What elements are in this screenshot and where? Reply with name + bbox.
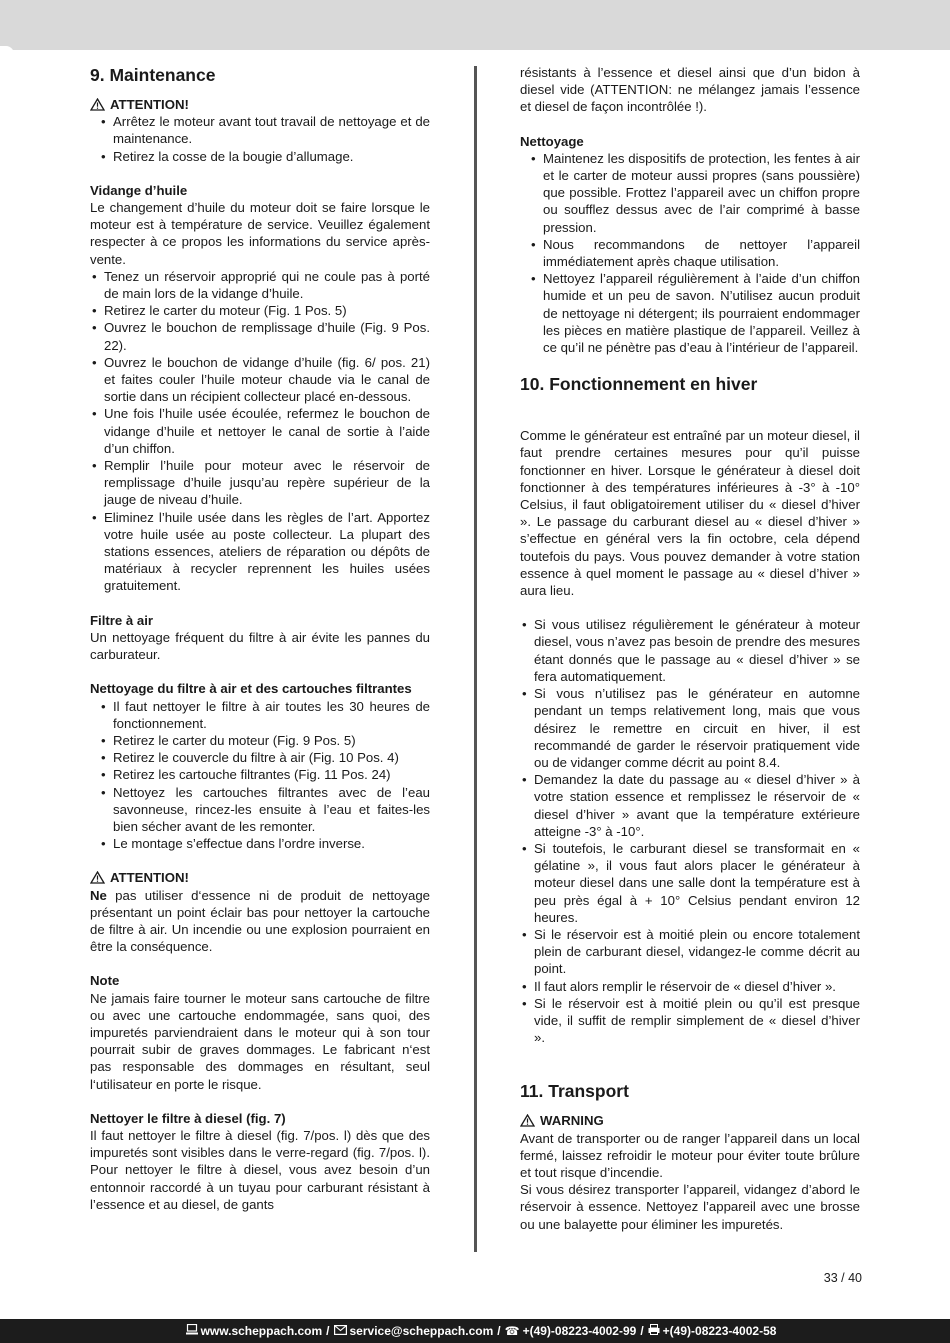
warning-triangle-icon (90, 871, 105, 884)
subsection-title-oil: Vidange d’huile (90, 182, 188, 198)
list-item: • Ouvrez le bouchon de remplissage d’huile (Fig. 9 Pos. 22). (90, 319, 430, 353)
list-item: • Demandez la date du passage au « diesel d’hiver » à votre station essence et remplissez le réservoir de « diesel d’hiver » avant que la température extérieure atteigne -3° à -10°. (520, 771, 860, 840)
fax-icon (648, 1324, 660, 1338)
column-divider (474, 66, 477, 1252)
warning-triangle-icon (90, 98, 105, 111)
list-item: • Eliminez l’huile usée dans les règles de l’art. Apportez votre huile usée au poste collecteur. La plupart des stations essences, ateliers de réparation ou dépôts de matériaux à recycler reprennent les huiles usées gratuitement. (90, 509, 430, 595)
list-item: • Retirez le carter du moteur (Fig. 1 Pos. 5) (90, 302, 430, 319)
list-item: • Maintenez les dispositifs de protection, les fentes à air et le carter de moteur aussi propres (sans poussière) que possible. Frottez l’appareil avec un chiffon propre ou soufflez dessus avec de l’air comprimé à basse pression. (529, 150, 860, 236)
subsection-title-note: Note (90, 973, 120, 989)
paragraph: Si vous désirez transporter l’appareil, vidangez d’abord le réservoir à essence. Nettoyez l’appareil avec une brosse ou une balayette pour éliminer les impuretés. (520, 1182, 860, 1232)
footer-bar: www.scheppach.com / service@scheppach.com / ☎ +(49)-08223-4002-99 / +(49)-08223-4002-58 (0, 1319, 950, 1343)
telephone-icon: ☎ (504, 1324, 520, 1338)
right-column (520, 64, 860, 1233)
list-item: • Il faut nettoyer le filtre à air toutes les 30 heures de fonctionnement. (99, 698, 430, 732)
subsection-title-diesel-filter: Nettoyer le filtre à diesel (fig. 7) (90, 1110, 286, 1126)
subsection-title-air-filter: Filtre à air (90, 612, 154, 628)
list-item: • Le montage s’effectue dans l’ordre inverse. (99, 835, 430, 852)
top-header-band (0, 0, 950, 50)
list-item: • Si toutefois, le carburant diesel se transformait en « gélatine », il vous faut alors placer le générateur à moteur diesel dans une salle dont la température est à peu près égal à + 10° Celsius pendant environ 12 heures. (520, 840, 860, 926)
left-column (90, 64, 430, 1213)
section-title-maintenance: 9. Maintenance (90, 65, 216, 85)
list-item: • Si vous utilisez régulièrement le générateur à moteur diesel, vous n’avez pas besoin de prendre des mesures étant donnés que le passage au « diesel d’hiver » se fera automatiquement. (520, 616, 860, 685)
attention-text: pas utiliser d‘essence ni de produit de nettoyage présentant un point éclair bas pour nettoyer la cartouche de filtre à air. Un incendie ou une explosion pourraient en être la conséquence. (90, 887, 430, 955)
warning-label: WARNING (540, 1113, 604, 1129)
paragraph: Avant de transporter ou de ranger l’appareil dans un local fermé, laissez refroidir le moteur pour éviter toute brûlure et tout risque d’incendie. (520, 1130, 860, 1180)
section-title-winter: 10. Fonctionnement en hiver (520, 374, 758, 395)
envelope-icon (334, 1324, 347, 1338)
attention-label: ATTENTION! (110, 97, 189, 112)
oil-list (90, 268, 430, 595)
attention-heading (90, 96, 430, 113)
list-item: • Si le réservoir est à moitié plein ou qu’il est presque vide, il suffit de remplir simplement de « diesel d’hiver ». (520, 995, 860, 1047)
list-item: • Nous recommandons de nettoyer l’appareil immédiatement après chaque utilisation. (529, 236, 860, 270)
list-item: • Ouvrez le bouchon de vidange d’huile (fig. 6/ pos. 21) et faites couler l’huile moteur chaude via le canal de sortie dans un récipient collecteur placé en-dessous. (90, 354, 430, 406)
paragraph: Il faut nettoyer le filtre à diesel (fig. 7/pos. l) dès que des impuretés sont visibles dans le verre-regard (fig. 7/pos. l). Pour nettoyer le filtre à diesel, vous avez besoin d’un entonnoir raccordé à un tuyau pour carburant résistant à l’essence et au diesel, de gants (90, 1127, 430, 1212)
list-item: • Retirez la cosse de la bougie d’allumage. (99, 148, 430, 165)
paragraph: Ne jamais faire tourner le moteur sans cartouche de filtre ou avec une cartouche endommagée, sans quoi, des impuretés parviendraient dans le moteur qui à son tour pourrait subir de graves dommages. Le fabricant n‘est pas responsable des dommages en résultant, seul l‘utilisateur en porte le risque. (90, 990, 430, 1092)
attention-label: ATTENTION! (110, 870, 189, 886)
list-item: • Nettoyez les cartouches filtrantes avec de l’eau savonneuse, rincez-les ensuite à l’eau et faites-les bien sécher avant de les remonter. (99, 784, 430, 836)
list-item: • Retirez le couvercle du filtre à air (Fig. 10 Pos. 4) (99, 749, 430, 766)
section-title-transport: 11. Transport (520, 1081, 629, 1102)
attention-heading (90, 869, 430, 886)
paragraph: Le changement d’huile du moteur doit se faire lorsque le moteur est à température de service. Veuillez également respecter à ce propos les informations du service après-vente. (90, 200, 430, 267)
bold-word: Ne (90, 887, 107, 903)
list-item: • Nettoyez l’appareil régulièrement à l’aide d’un chiffon humide et un peu de savon. N’utilisez aucun produit de nettoyage ni détergent; ils pourraient endommager les pièces en matière plastique de l’appareil. Veillez à ce qu’il ne pénètre pas d’eau à l’intérieur de l’appareil. (529, 270, 860, 356)
list-item: • Arrêtez le moteur avant tout travail de nettoyage et de maintenance. (99, 113, 430, 147)
footer-fax: +(49)-08223-4002-58 (662, 1324, 777, 1338)
list-item: • Tenez un réservoir approprié qui ne coule pas à porté de main lors de la vidange d’huile. (90, 268, 430, 302)
list-item: • Si le réservoir est à moitié plein ou encore totalement plein de carburant diesel, vidangez-le comme décrit au point. (520, 926, 860, 978)
filter-cleaning-list (90, 698, 430, 853)
attention-list (90, 113, 430, 165)
list-item: • Il faut alors remplir le réservoir de « diesel d’hiver ». (520, 978, 860, 995)
list-item: • Retirez les cartouche filtrantes (Fig. 11 Pos. 24) (99, 766, 430, 783)
list-item: • Retirez le carter du moteur (Fig. 9 Pos. 5) (99, 732, 430, 749)
subsection-title-filter-cleaning: Nettoyage du filtre à air et des cartouches filtrantes (90, 681, 412, 697)
list-item: • Une fois l’huile usée écoulée, refermez le bouchon de vidange d’huile et nettoyer le canal de sortie à l’aide d’un chiffon. (90, 405, 430, 457)
footer-email-link[interactable]: service@scheppach.com (349, 1324, 494, 1338)
winter-list (520, 616, 860, 1046)
list-item: • Remplir l’huile pour moteur avec le réservoir de remplissage d’huile jusqu’au repère supérieur de la jauge de niveau d’huile. (90, 457, 430, 509)
warning-triangle-icon (520, 1114, 535, 1127)
paragraph (90, 887, 430, 956)
list-item: • Si vous n’utilisez pas le générateur en automne pendant un temps relativement long, mais que vous désirez le remettre en circuit en hiver, il est recommandé de garder le réservoir pratiquement vide ou de vidanger comme décrit au point 8.4. (520, 685, 860, 771)
subsection-title-cleaning: Nettoyage (520, 133, 584, 149)
computer-icon (186, 1324, 198, 1338)
page-number: 33 / 40 (823, 1271, 862, 1285)
footer-website-link[interactable]: www.scheppach.com (200, 1324, 323, 1338)
paragraph: Comme le générateur est entraîné par un moteur diesel, il faut prendre certaines mesures pour qu’il puisse fonctionner en hiver. Lorsque le générateur à diesel doit fonctionner à des températures inférieures à -3° à -10° Celsius, il faut obligatoirement utiliser du « diesel d’hiver ». Le passage du carburant diesel au « diesel d’hiver » s’effectue en général vers la fin octobre, cela dépend toutefois du pays. Vous pouvez demander à votre station essence à quel moment le passage au « diesel d’hiver » aura lieu. (520, 428, 860, 599)
cleaning-list (520, 150, 860, 356)
paragraph: résistants à l’essence et diesel ainsi que d’un bidon à diesel vide (ATTENTION: ne mélangez jamais l’essence et diesel de façon incontrôlée !). (520, 65, 860, 115)
warning-heading (520, 1112, 860, 1129)
footer-phone: +(49)-08223-4002-99 (522, 1324, 637, 1338)
paragraph: Un nettoyage fréquent du filtre à air évite les pannes du carburateur. (90, 629, 430, 663)
